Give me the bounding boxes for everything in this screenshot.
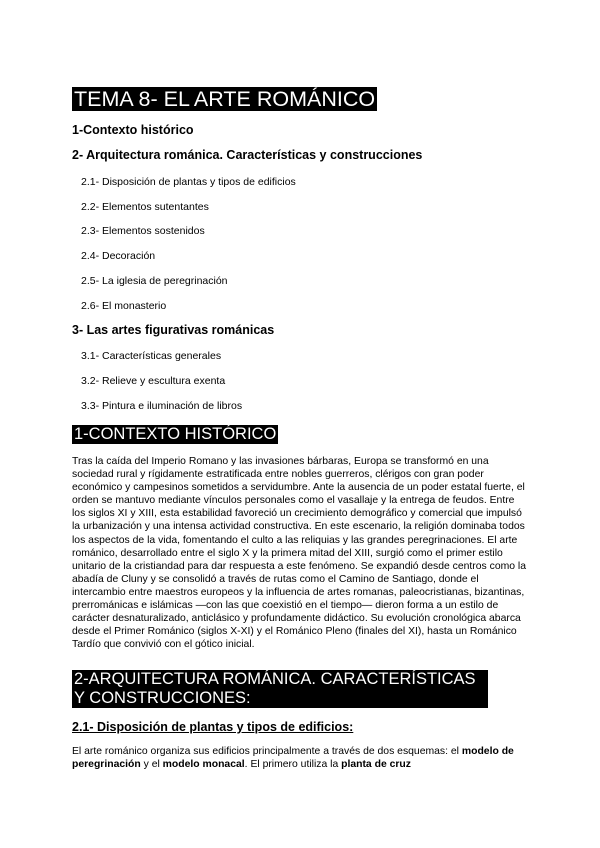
toc-item-2-2: 2.2- Elementos sutentantes (81, 201, 209, 213)
toc-item-3-3: 3.3- Pintura e iluminación de libros (81, 400, 243, 412)
paragraph-text: . El primero utiliza la (244, 759, 342, 771)
section-2-1-paragraph (72, 745, 528, 771)
toc-section-1: 1-Contexto histórico (72, 123, 194, 137)
toc-item-2-3: 2.3- Elementos sostenidos (81, 225, 205, 237)
document-title: TEMA 8- EL ARTE ROMÁNICO (74, 87, 376, 111)
section-1-paragraph: Tras la caída del Imperio Romano y las invasiones bárbaras, Europa se transformó en una sociedad rural y rígidamente estratificada entre nobles guerreros, clérigos con gran poder económico y campesinos sometidos a servidumbre. Ante la ausencia de un poder estatal fuerte, el orden se mantuvo mediante vínculos personales como el vasallaje y la entrega de feudos. Entre los siglos XI y XIII, esta estabilidad favoreció un crecimiento demográfico y comercial que impulsó la urbanización y una intensa actividad constructiva. En este escenario, la religión dominaba todos los aspectos de la vida, fomentando el culto a las reliquias y las grandes peregrinaciones. El arte románico, desarrollado entre el siglo X y la primera mitad del XIII, surgió como el primer estilo unitario de la cristiandad para dar respuesta a este fenómeno. Se expandió desde centros como la abadía de Cluny y se consolidó a través de rutas como el Camino de Santiago, donde el intercambio entre maestros europeos y la influencia de artes romanas, paleocristianas, bizantinas, prerrománicas e islámicas —con las que coexistió en el tiempo— dieron forma a un estilo de carácter desnaturalizado, anticlásico y profundamente didáctico. Su evolución cronológica abarca desde el Primer Románico (siglos X-XI) y el Románico Pleno (finales del XI), hasta un Románico Tardío que convivió con el gótico inicial. (72, 456, 527, 651)
toc-item-3-1: 3.1- Características generales (81, 350, 222, 362)
toc-item-3-2: 3.2- Relieve y escultura exenta (81, 375, 226, 387)
section-1-heading: 1-CONTEXTO HISTÓRICO (74, 425, 277, 443)
toc-item-2-5: 2.5- La iglesia de peregrinación (81, 275, 228, 287)
toc-item-2-1: 2.1- Disposición de plantas y tipos de edificios (81, 176, 296, 188)
paragraph-bold-term: modelo de peregrinación (72, 746, 514, 771)
paragraph-text: y el (140, 759, 163, 771)
toc-item-2-4: 2.4- Decoración (81, 250, 156, 262)
paragraph-text: El arte románico organiza sus edificios principalmente a través de dos esquemas: el (72, 746, 462, 757)
paragraph-bold-term: modelo monacal (162, 759, 245, 771)
paragraph-bold-term: planta de cruz (341, 759, 411, 771)
section-2-heading: 2-ARQUITECTURA ROMÁNICA. CARACTERÍSTICAS Y CONSTRUCCIONES: (72, 670, 488, 708)
section-2-1-subheading: 2.1- Disposición de plantas y tipos de edificios: (72, 720, 354, 734)
toc-section-2: 2- Arquitectura románica. Características y construcciones (72, 148, 423, 162)
toc-section-3: 3- Las artes figurativas románicas (72, 323, 275, 337)
toc-item-2-6: 2.6- El monasterio (81, 300, 167, 312)
